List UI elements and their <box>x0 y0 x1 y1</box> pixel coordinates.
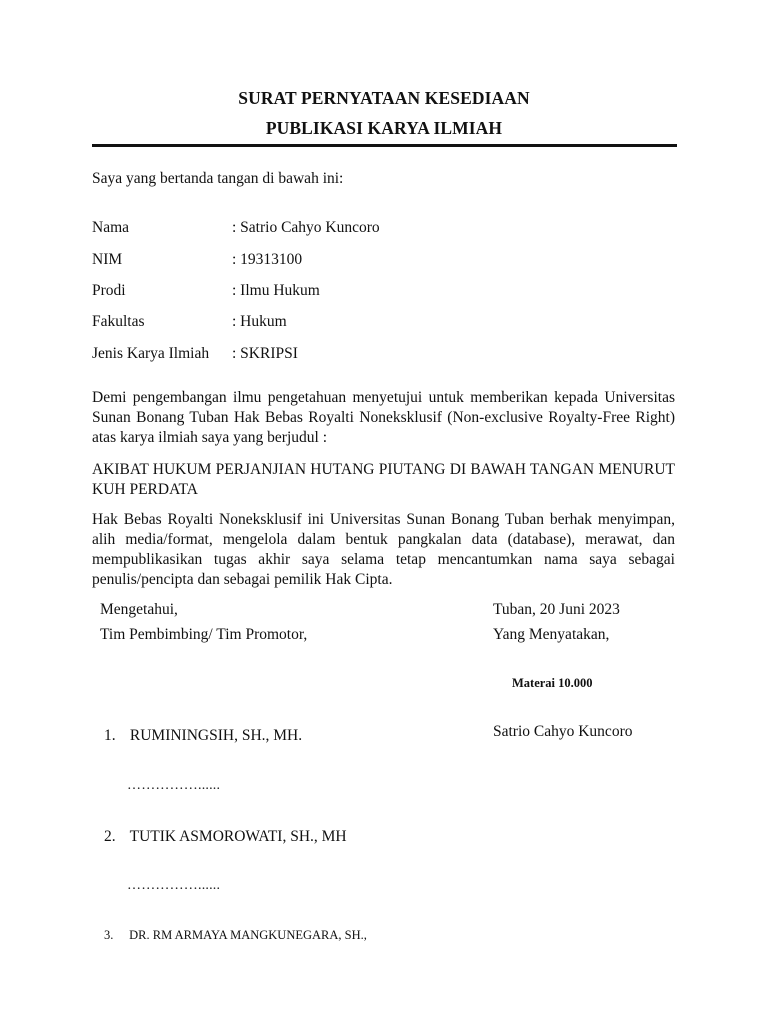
left-sign-line1: Mengetahui, <box>100 601 178 618</box>
examiner-name: DR. RM ARMAYA MANGKUNEGARA, SH., <box>129 928 367 942</box>
examiner-number: 2. <box>104 828 116 845</box>
examiner-2 <box>104 828 347 846</box>
materai-stamp-label: Materai 10.000 <box>512 676 593 690</box>
examiner-number: 1. <box>104 727 116 744</box>
document-title-line2: PUBLIKASI KARYA ILMIAH <box>265 118 503 138</box>
right-sign-line2: Yang Menyatakan, <box>493 626 610 643</box>
examiner-number: 3. <box>104 928 114 942</box>
examiner-3 <box>104 928 367 943</box>
field-label: Jenis Karya Ilmiah <box>92 345 210 362</box>
field-fakultas <box>92 313 676 333</box>
field-label: Nama <box>92 219 130 236</box>
signer-name: Satrio Cahyo Kuncoro <box>493 723 633 740</box>
field-label: Prodi <box>92 282 126 299</box>
place-date: Tuban, 20 Juni 2023 <box>493 601 620 618</box>
field-value: : Satrio Cahyo Kuncoro <box>232 219 380 236</box>
left-sign-line2: Tim Pembimbing/ Tim Promotor, <box>100 626 308 643</box>
document-title-line1: SURAT PERNYATAAN KESEDIAAN <box>238 88 530 108</box>
field-label: Fakultas <box>92 313 145 330</box>
field-value: : Ilmu Hukum <box>232 282 320 299</box>
field-nim <box>92 251 676 271</box>
field-prodi <box>92 282 676 302</box>
title-underline <box>92 144 677 147</box>
intro-text: Saya yang bertanda tangan di bawah ini: <box>92 170 344 187</box>
signature-dots-2: ……………...... <box>127 878 221 893</box>
field-value: : 19313100 <box>232 251 303 268</box>
signature-dots-1: ……………...... <box>127 778 221 793</box>
examiner-name: TUTIK ASMOROWATI, SH., MH <box>129 828 347 845</box>
examiner-1 <box>104 727 302 745</box>
thesis-title: AKIBAT HUKUM PERJANJIAN HUTANG PIUTANG DI BAWAH TANGAN MENURUT KUH PERDATA <box>92 461 675 498</box>
field-value: : SKRIPSI <box>232 345 298 362</box>
examiner-name: RUMININGSIH, SH., MH. <box>129 727 303 744</box>
consent-paragraph: Demi pengembangan ilmu pengetahuan menyetujui untuk memberikan kepada Universitas Sunan Bonang Tuban Hak Bebas Royalti Noneksklusif (Non-exclusive Royalty-Free Right) atas karya ilmiah saya yang berjudul : <box>92 389 675 446</box>
rights-paragraph: Hak Bebas Royalti Noneksklusif ini Universitas Sunan Bonang Tuban berhak menyimpan, alih media/format, mengelola dalam bentuk pangkalan data (database), merawat, dan mempublikasikan tugas akhir saya selama tetap mencantumkan nama saya sebagai penulis/pencipta dan sebagai pemilik Hak Cipta. <box>92 511 675 588</box>
field-label: NIM <box>92 251 123 268</box>
field-nama <box>92 219 676 239</box>
field-jenis-karya <box>92 345 676 365</box>
field-value: : Hukum <box>232 313 287 330</box>
